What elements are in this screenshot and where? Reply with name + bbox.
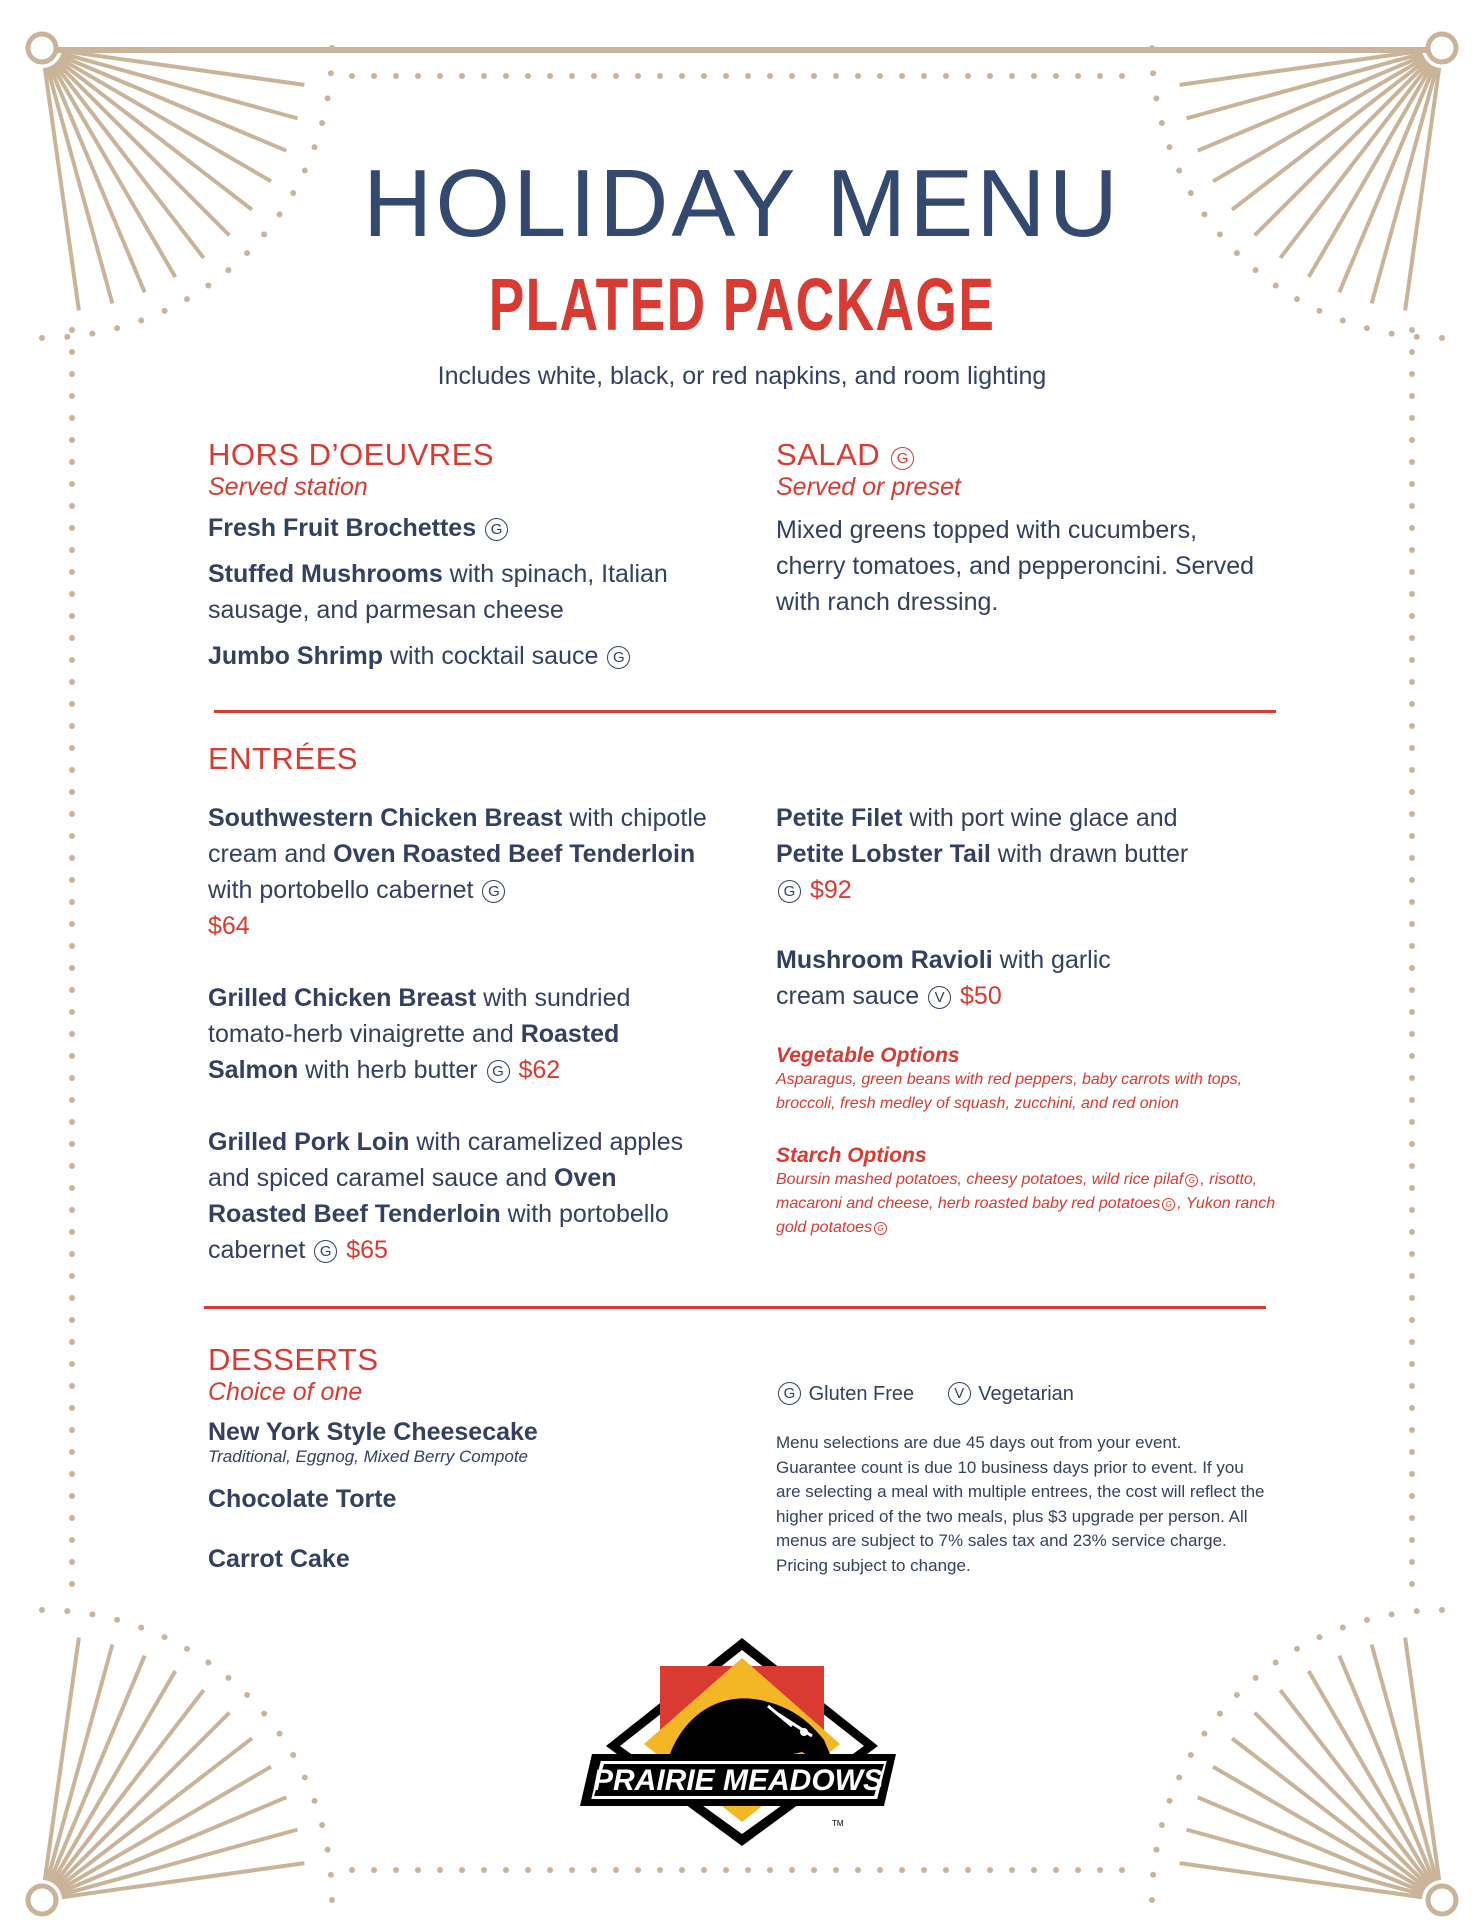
- entree-item: [208, 980, 708, 1088]
- gluten-free-icon: G: [607, 646, 630, 669]
- trademark: TM: [832, 1819, 844, 1828]
- options-text: Asparagus, green beans with red peppers, baby carrots with tops, broccoli, fresh medley of squash, zucchini, and red onion: [776, 1071, 1243, 1112]
- item-name: Grilled Chicken Breast: [208, 984, 477, 1012]
- item-name: Jumbo Shrimp: [208, 642, 384, 671]
- item-name: Chocolate Torte: [208, 1485, 397, 1514]
- vegetable-options: [776, 1044, 1276, 1116]
- item-description: with cocktail sauce: [383, 642, 599, 671]
- item-name: Stuffed Mushrooms: [208, 560, 443, 589]
- item-price: $92: [809, 876, 852, 904]
- item-description: with portobello cabernet: [208, 876, 474, 904]
- gluten-free-icon: G: [482, 880, 505, 903]
- entrees-right-column: [776, 800, 1276, 1240]
- item-description: with sundried tomato-herb vinaigrette and: [208, 984, 631, 1048]
- vegetarian-icon: V: [928, 986, 951, 1009]
- options-text: [776, 1168, 1276, 1240]
- item-name: Fresh Fruit Brochettes: [208, 514, 477, 543]
- menu-item: [208, 556, 728, 628]
- entree-item: [208, 800, 708, 944]
- options-heading: Starch Options: [776, 1144, 927, 1167]
- starch-options: [776, 1144, 1276, 1240]
- item-name: Southwestern Chicken Breast: [208, 804, 563, 832]
- section-heading: ENTRÉES: [208, 741, 358, 776]
- page-subtitle: PLATED PACKAGE: [488, 263, 996, 346]
- menu-terms-note: Menu selections are due 45 days out from your event. Guarantee count is due 10 business days prior to event. If you are selecting a meal with multiple entrees, the cost will reflect the higher priced of the two meals, plus $3 upgrade per person. All menus are subject to 7% sales tax and 23% service charge. Pricing subject to change.: [776, 1433, 1265, 1575]
- gluten-free-icon: G: [891, 447, 914, 470]
- legend-label: Vegetarian: [978, 1383, 1074, 1405]
- item-description: with drawn butter: [990, 840, 1189, 868]
- section-divider: [204, 1306, 1266, 1309]
- section-heading: HORS D’OEUVRES: [208, 437, 495, 472]
- starch-text: , Yukon ranch gold potatoes: [776, 1195, 1276, 1236]
- entree-item: [776, 942, 1156, 1014]
- item-name: Petite Filet: [776, 804, 903, 832]
- item-price: $64: [208, 912, 250, 940]
- icon-legend: [776, 1382, 1074, 1406]
- vegetarian-icon: V: [948, 1382, 971, 1405]
- entree-item: [208, 1124, 708, 1268]
- gluten-free-icon: G: [314, 1240, 337, 1263]
- gluten-free-icon: G: [485, 518, 508, 541]
- starch-text: Boursin mashed potatoes, cheesy potatoes, wild rice pilaf: [776, 1171, 1184, 1188]
- item-price: $65: [346, 1236, 388, 1264]
- gluten-free-icon: G: [1185, 1174, 1198, 1187]
- item-description: with chipotle cream and: [208, 804, 707, 868]
- salad-section: [776, 438, 1296, 620]
- section-heading: SALAD: [776, 437, 881, 472]
- gluten-free-icon: G: [778, 880, 801, 903]
- page-title: HOLIDAY MENU: [363, 150, 1121, 257]
- prairie-meadows-logo: [578, 1636, 906, 1852]
- item-description: with spinach, Italian sausage, and parmesan cheese: [208, 560, 668, 625]
- dessert-item: [208, 1481, 708, 1517]
- dessert-item: [208, 1541, 708, 1577]
- logo-text: PRAIRIE MEADOWS: [592, 1764, 884, 1797]
- starch-text: , risotto, macaroni and cheese, herb roasted baby red potatoes: [776, 1171, 1258, 1212]
- gluten-free-icon: G: [874, 1222, 887, 1235]
- options-heading: Vegetable Options: [776, 1044, 960, 1067]
- entree-item: [776, 800, 1236, 908]
- menu-item: [208, 510, 728, 546]
- item-description: with portobello cabernet: [208, 1200, 669, 1264]
- item-name: Petite Lobster Tail: [776, 840, 991, 868]
- gluten-free-icon: G: [487, 1060, 510, 1083]
- section-heading: DESSERTS: [208, 1342, 379, 1377]
- item-name: Oven Roasted Beef Tenderloin: [333, 840, 696, 868]
- gluten-free-icon: G: [778, 1382, 801, 1405]
- gluten-free-icon: G: [1162, 1198, 1175, 1211]
- section-divider: [214, 710, 1276, 713]
- desserts-section: [208, 1343, 708, 1577]
- item-description: with herb butter: [298, 1056, 478, 1084]
- section-subheading: Choice of one: [208, 1378, 363, 1407]
- item-name: Oven Roasted Beef Tenderloin: [208, 1164, 617, 1228]
- item-name: Carrot Cake: [208, 1545, 350, 1574]
- menu-item: [208, 638, 728, 674]
- item-description: with garlic cream sauce: [776, 946, 1111, 1010]
- item-description: Traditional, Eggnog, Mixed Berry Compote: [208, 1447, 529, 1467]
- entrees-left-column: [208, 800, 708, 1268]
- salad-description: Mixed greens topped with cucumbers, cherry tomatoes, and pepperoncini. Served with ranch dressing.: [776, 516, 1255, 617]
- legend-label: Gluten Free: [808, 1383, 915, 1405]
- item-price: $62: [518, 1056, 561, 1084]
- item-price: $50: [960, 982, 1002, 1010]
- item-name: Mushroom Ravioli: [776, 946, 993, 974]
- section-subheading: Served station: [208, 473, 368, 502]
- dessert-item: [208, 1417, 708, 1467]
- item-name: Roasted Salmon: [208, 1020, 620, 1084]
- item-description: with caramelized apples and spiced caramel sauce and: [208, 1128, 684, 1192]
- item-name: New York Style Cheesecake: [208, 1418, 538, 1447]
- package-includes: Includes white, black, or red napkins, and room lighting: [437, 362, 1047, 390]
- hors-doeuvres-section: [208, 438, 728, 674]
- section-subheading: Served or preset: [776, 473, 961, 502]
- item-name: Grilled Pork Loin: [208, 1128, 410, 1156]
- item-description: with port wine glace and: [902, 804, 1178, 832]
